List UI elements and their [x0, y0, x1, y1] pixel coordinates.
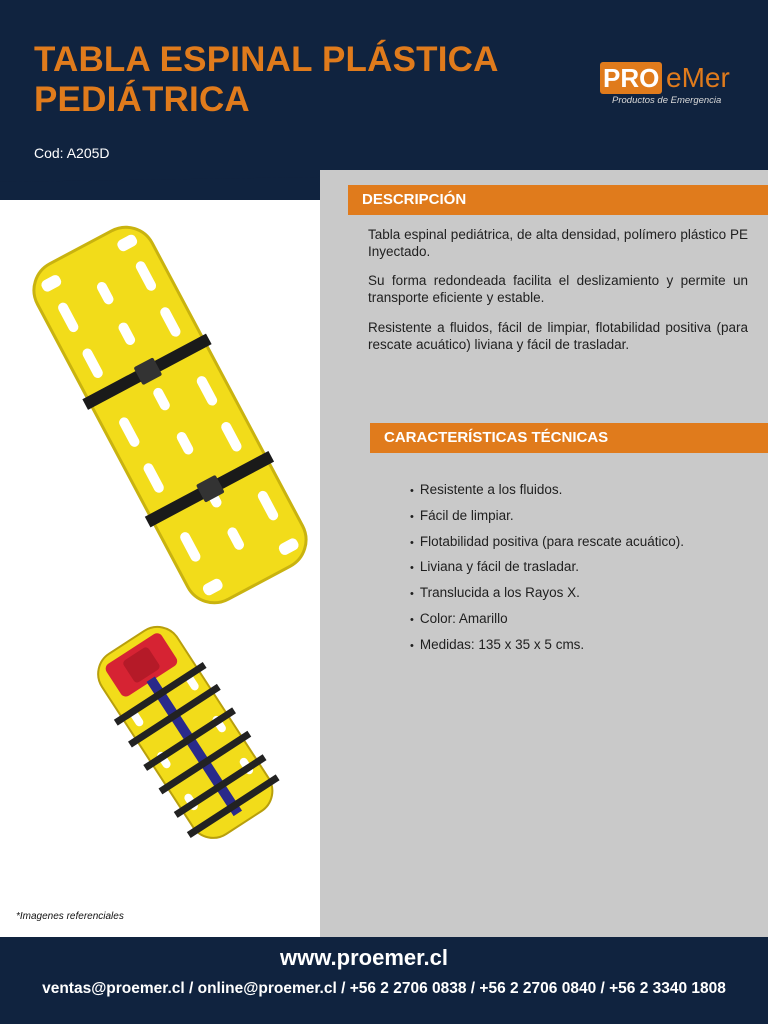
product-code: Cod: A205D [34, 145, 110, 161]
logo-pro-text: PRO [600, 62, 662, 94]
title-line-2: PEDIÁTRICA [34, 80, 250, 119]
logo-tagline: Productos de Emergencia [612, 95, 722, 106]
list-item: • Liviana y fácil de trasladar. [410, 558, 750, 584]
list-item: • Translucida a los Rayos X. [410, 584, 750, 610]
description-heading: DESCRIPCIÓN [348, 185, 768, 215]
product-title [34, 40, 574, 120]
description-paragraph-2: Su forma redondeada facilita el deslizamiento y permite un transporte eficiente y estable. [368, 273, 748, 305]
contact-line: ventas@proemer.cl / online@proemer.cl / +56 2 2706 0838 / +56 2 2706 0840 / +56 2 3340 1808 [42, 980, 726, 997]
reference-note: *Imagenes referenciales [16, 911, 124, 922]
list-item: • Medidas: 135 x 35 x 5 cms. [410, 636, 750, 662]
spine-board-with-straps-image [70, 625, 300, 840]
logo-emer-text: eMer [666, 62, 730, 93]
proemer-logo [600, 62, 752, 110]
list-item: • Flotabilidad positiva (para rescate acuático). [410, 533, 750, 559]
description-paragraph-3: Resistente a fluidos, fácil de limpiar, flotabilidad positiva (para rescate acuático) liviana y fácil de trasladar. [368, 320, 748, 352]
list-item: • Fácil de limpiar. [410, 507, 750, 533]
website-link[interactable]: www.proemer.cl [280, 945, 448, 970]
technical-list [410, 481, 750, 662]
list-item: • Color: Amarillo [410, 610, 750, 636]
description-paragraph-1: Tabla espinal pediátrica, de alta densidad, polímero plástico PE Inyectado. [368, 227, 748, 259]
technical-heading: CARACTERÍSTICAS TÉCNICAS [370, 423, 768, 453]
list-item: • Resistente a los fluidos. [410, 481, 750, 507]
title-line-1: TABLA ESPINAL PLÁSTICA [34, 40, 499, 79]
spine-board-image [20, 225, 320, 605]
